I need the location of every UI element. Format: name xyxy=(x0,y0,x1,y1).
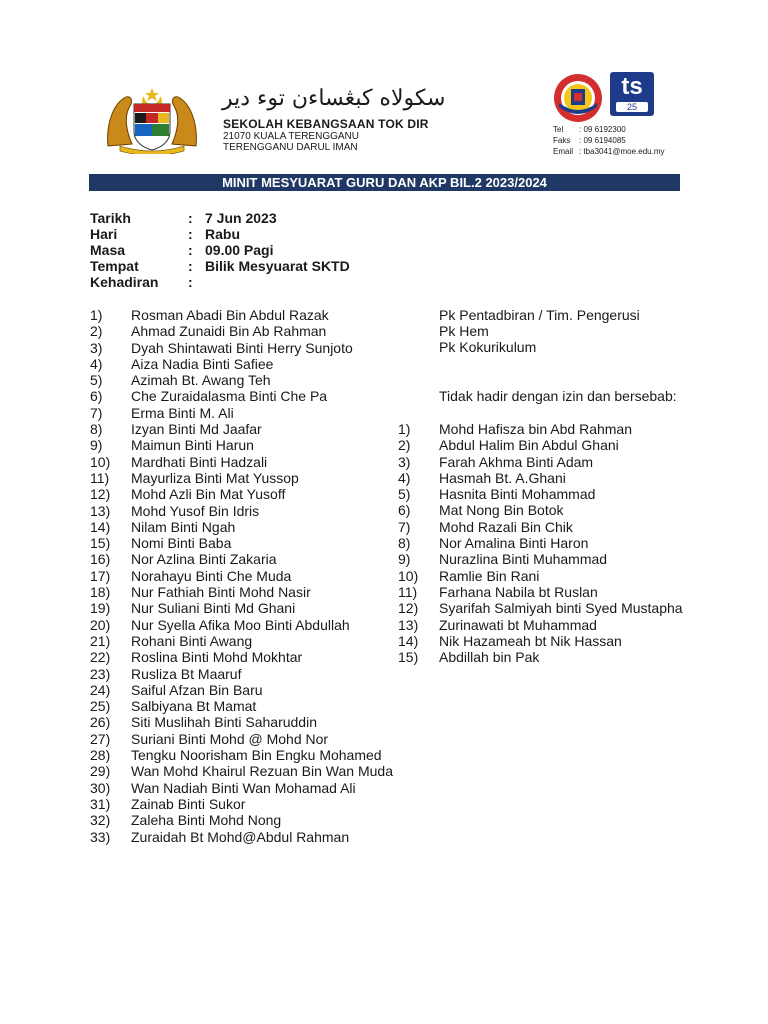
list-item xyxy=(90,388,393,404)
list-item-number: 17) xyxy=(90,567,111,584)
absent-heading: Tidak hadir dengan izin dan bersebab: xyxy=(439,388,677,404)
list-item-name: Nomi Binti Baba xyxy=(131,535,232,552)
list-item xyxy=(398,454,683,470)
list-item-name: Tengku Noorisham Bin Engku Mohamed xyxy=(131,747,382,764)
list-item-name: Ahmad Zunaidi Bin Ab Rahman xyxy=(131,323,327,340)
list-item xyxy=(90,454,393,470)
list-item-name: Mohd Razali Bin Chik xyxy=(439,518,573,535)
list-item-number: 6) xyxy=(398,502,411,519)
list-item xyxy=(90,470,393,486)
list-item-number: 21) xyxy=(90,632,111,649)
list-item-number: 1) xyxy=(90,307,103,323)
list-item-number: 8) xyxy=(398,535,411,552)
meta-time: Masa : 09.00 Pagi xyxy=(90,242,274,258)
list-item-name: Che Zuraidalasma Binti Che Pa xyxy=(131,388,328,405)
list-item xyxy=(90,535,393,551)
list-item-name: Nur Suliani Binti Md Ghani xyxy=(131,600,296,617)
list-item-number: 11) xyxy=(90,469,110,486)
list-item-number: 12) xyxy=(90,486,111,503)
list-item-number: 7) xyxy=(90,404,103,421)
list-item xyxy=(90,307,393,323)
list-item-name: Nik Hazameah bt Nik Hassan xyxy=(439,632,622,649)
address-line-1: 21070 KUALA TERENGGANU xyxy=(223,131,359,142)
list-item-name: Zuraidah Bt Mohd@Abdul Rahman xyxy=(131,828,350,845)
list-item xyxy=(90,633,393,649)
list-item xyxy=(90,551,393,567)
list-item-number: 10) xyxy=(90,453,111,470)
list-item-number: 33) xyxy=(90,828,111,845)
list-item-number: 16) xyxy=(90,551,111,568)
list-item xyxy=(90,649,393,665)
jawi-school-name: سکولاه کبڠساءن توء دير xyxy=(222,86,446,111)
list-item-name: Saiful Afzan Bin Baru xyxy=(131,681,263,698)
list-item xyxy=(398,649,683,665)
list-item xyxy=(398,584,683,600)
list-item-name: Mohd Hafisza bin Abd Rahman xyxy=(439,421,632,437)
list-item xyxy=(90,796,393,812)
list-item-name: Syarifah Salmiyah binti Syed Mustapha xyxy=(439,600,683,617)
list-item xyxy=(90,617,393,633)
list-item xyxy=(398,568,683,584)
school-badge-icon xyxy=(553,73,603,123)
list-item-name: Abdul Halim Bin Abdul Ghani xyxy=(439,437,619,454)
list-item-name: Farhana Nabila bt Ruslan xyxy=(439,583,598,600)
list-item xyxy=(398,600,683,616)
list-item xyxy=(398,519,683,535)
meta-attendance: Kehadiran : xyxy=(90,274,193,290)
meta-day: Hari : Rabu xyxy=(90,226,240,242)
list-item-number: 31) xyxy=(90,795,111,812)
list-item-number: 9) xyxy=(90,437,103,454)
list-item-name: Rohani Binti Awang xyxy=(131,632,253,649)
role-3: Pk Kokurikulum xyxy=(439,339,537,355)
list-item-number: 29) xyxy=(90,763,111,780)
list-item-number: 25) xyxy=(90,698,111,715)
list-item-name: Izyan Binti Md Jaafar xyxy=(131,421,262,438)
absentee-list xyxy=(398,421,683,665)
list-item-name: Zainab Binti Sukor xyxy=(131,795,246,812)
list-item xyxy=(90,356,393,372)
list-item-name: Ramlie Bin Rani xyxy=(439,567,540,584)
list-item xyxy=(90,600,393,616)
list-item-number: 20) xyxy=(90,616,111,633)
list-item-name: Dyah Shintawati Binti Herry Sunjoto xyxy=(131,339,353,356)
list-item xyxy=(90,698,393,714)
malaysia-coat-of-arms-icon xyxy=(104,86,200,154)
list-item-name: Nor Azlina Binti Zakaria xyxy=(131,551,277,568)
list-item-name: Azimah Bt. Awang Teh xyxy=(131,372,271,389)
list-item xyxy=(90,763,393,779)
list-item-number: 10) xyxy=(398,567,419,584)
list-item xyxy=(398,535,683,551)
list-item-name: Rusliza Bt Maaruf xyxy=(131,665,242,682)
list-item-number: 14) xyxy=(90,518,111,535)
list-item-name: Suriani Binti Mohd @ Mohd Nor xyxy=(131,730,329,747)
list-item-name: Nilam Binti Ngah xyxy=(131,518,236,535)
contact-email: Email : tba3041@moe.edu.my xyxy=(553,147,665,156)
list-item xyxy=(90,714,393,730)
role-1: Pk Pentadbiran / Tim. Pengerusi xyxy=(439,307,640,323)
list-item-number: 15) xyxy=(90,535,111,552)
list-item xyxy=(90,682,393,698)
list-item xyxy=(90,503,393,519)
list-item xyxy=(90,372,393,388)
list-item xyxy=(398,502,683,518)
list-item xyxy=(90,829,393,845)
list-item-number: 32) xyxy=(90,812,111,829)
list-item-name: Mardhati Binti Hadzali xyxy=(131,453,268,470)
list-item xyxy=(90,519,393,535)
attendee-list xyxy=(90,307,393,845)
list-item xyxy=(90,421,393,437)
meta-venue: Tempat : Bilik Mesyuarat SKTD xyxy=(90,258,350,274)
list-item-name: Aiza Nadia Binti Safiee xyxy=(131,355,274,372)
list-item-number: 22) xyxy=(90,649,111,666)
list-item-number: 26) xyxy=(90,714,111,731)
list-item xyxy=(90,812,393,828)
list-item-number: 24) xyxy=(90,681,111,698)
address-line-2: TERENGGANU DARUL IMAN xyxy=(223,142,358,153)
list-item-name: Erma Binti M. Ali xyxy=(131,404,234,421)
list-item-number: 15) xyxy=(398,649,419,666)
list-item-number: 28) xyxy=(90,747,111,764)
list-item xyxy=(90,666,393,682)
list-item-number: 9) xyxy=(398,551,411,568)
list-item-name: Nurazlina Binti Muhammad xyxy=(439,551,608,568)
list-item xyxy=(398,551,683,567)
list-item-name: Zaleha Binti Mohd Nong xyxy=(131,812,282,829)
document-title: MINIT MESYUARAT GURU DAN AKP BIL.2 2023/2024 xyxy=(89,174,680,191)
list-item xyxy=(398,437,683,453)
meta-date: Tarikh : 7 Jun 2023 xyxy=(90,210,277,226)
list-item-number: 23) xyxy=(90,665,111,682)
list-item xyxy=(90,731,393,747)
list-item-number: 27) xyxy=(90,730,111,747)
list-item-number: 3) xyxy=(398,453,411,470)
list-item-name: Nur Fathiah Binti Mohd Nasir xyxy=(131,584,311,601)
contact-tel: Tel : 09 6192300 xyxy=(553,125,626,134)
list-item-name: Maimun Binti Harun xyxy=(131,437,254,454)
list-item-name: Nur Syella Afika Moo Binti Abdullah xyxy=(131,616,350,633)
list-item-name: Roslina Binti Mohd Mokhtar xyxy=(131,649,303,666)
list-item xyxy=(90,568,393,584)
list-item-number: 1) xyxy=(398,421,411,437)
list-item-name: Zurinawati bt Muhammad xyxy=(439,616,597,633)
list-item-number: 14) xyxy=(398,632,419,649)
list-item-number: 4) xyxy=(398,469,411,486)
list-item xyxy=(90,584,393,600)
role-2: Pk Hem xyxy=(439,323,489,339)
list-item xyxy=(398,633,683,649)
list-item-name: Mayurliza Binti Mat Yussop xyxy=(131,469,299,486)
contact-fax: Faks : 09 6194085 xyxy=(553,136,626,145)
list-item-number: 11) xyxy=(398,583,418,600)
list-item xyxy=(90,437,393,453)
list-item-number: 7) xyxy=(398,518,411,535)
list-item xyxy=(90,780,393,796)
list-item-name: Siti Muslihah Binti Saharuddin xyxy=(131,714,317,731)
list-item-name: Mohd Yusof Bin Idris xyxy=(131,502,260,519)
list-item xyxy=(90,340,393,356)
list-item-name: Wan Mohd Khairul Rezuan Bin Wan Muda xyxy=(131,763,393,780)
list-item xyxy=(398,421,683,437)
list-item-name: Mohd Azli Bin Mat Yusoff xyxy=(131,486,286,503)
list-item-number: 13) xyxy=(398,616,419,633)
list-item-number: 13) xyxy=(90,502,111,519)
list-item-number: 18) xyxy=(90,584,111,601)
list-item xyxy=(398,486,683,502)
list-item-number: 2) xyxy=(398,437,411,454)
list-item-number: 4) xyxy=(90,355,103,372)
list-item-number: 8) xyxy=(90,421,103,438)
list-item-name: Nor Amalina Binti Haron xyxy=(439,535,589,552)
list-item xyxy=(90,405,393,421)
list-item-name: Norahayu Binti Che Muda xyxy=(131,567,292,584)
list-item-number: 6) xyxy=(90,388,103,405)
school-name: SEKOLAH KEBANGSAAN TOK DIR xyxy=(223,117,429,131)
list-item xyxy=(90,486,393,502)
ts25-logo-icon: ts 25 xyxy=(610,72,654,116)
list-item-name: Rosman Abadi Bin Abdul Razak xyxy=(131,307,329,323)
list-item-name: Hasnita Binti Mohammad xyxy=(439,486,596,503)
list-item-number: 2) xyxy=(90,323,103,340)
list-item-name: Mat Nong Bin Botok xyxy=(439,502,564,519)
list-item-number: 3) xyxy=(90,339,103,356)
list-item xyxy=(90,323,393,339)
list-item-number: 5) xyxy=(90,372,103,389)
list-item-name: Salbiyana Bt Mamat xyxy=(131,698,257,715)
list-item xyxy=(398,617,683,633)
list-item xyxy=(398,470,683,486)
list-item-number: 12) xyxy=(398,600,419,617)
list-item-name: Abdillah bin Pak xyxy=(439,649,540,666)
list-item-number: 19) xyxy=(90,600,111,617)
list-item-number: 30) xyxy=(90,779,111,796)
list-item-number: 5) xyxy=(398,486,411,503)
list-item-name: Wan Nadiah Binti Wan Mohamad Ali xyxy=(131,779,356,796)
list-item-name: Farah Akhma Binti Adam xyxy=(439,453,594,470)
list-item-name: Hasmah Bt. A.Ghani xyxy=(439,469,566,486)
list-item xyxy=(90,747,393,763)
